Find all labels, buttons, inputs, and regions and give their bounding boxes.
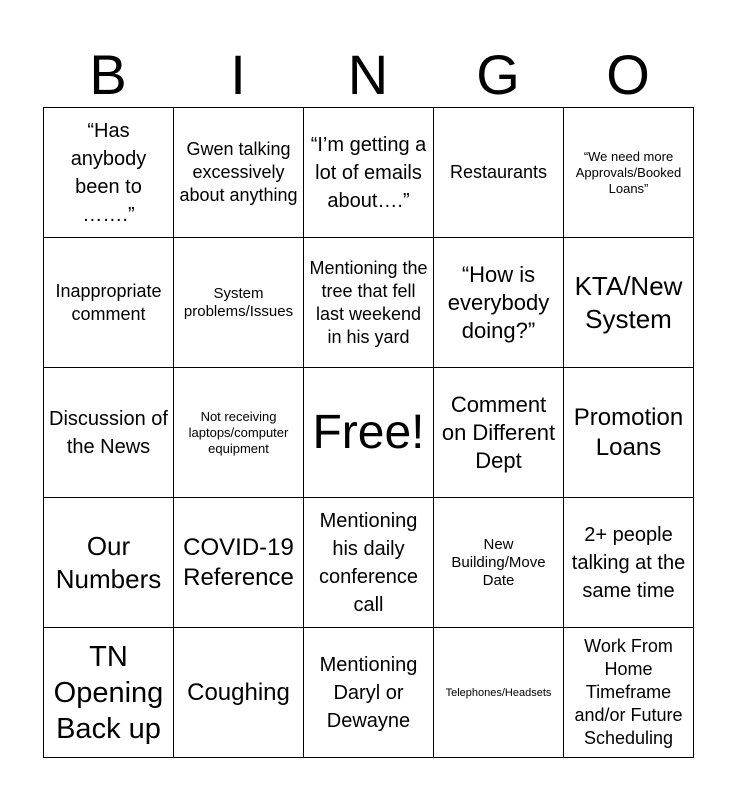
cell-text: Mentioning his daily conference call — [319, 509, 418, 616]
bingo-cell[interactable] — [434, 238, 564, 368]
board-row — [44, 498, 694, 628]
cell-text: Not receiving laptops/computer equipment — [188, 408, 289, 456]
bingo-cell[interactable] — [174, 628, 304, 758]
bingo-board — [43, 107, 694, 758]
bingo-cell[interactable] — [174, 498, 304, 628]
cell-text: System problems/Issues — [183, 284, 294, 320]
cell-text: Coughing — [187, 678, 290, 706]
header-letter-i: I — [230, 43, 246, 106]
header-letter-b: B — [89, 43, 127, 106]
bingo-cell[interactable] — [44, 108, 174, 238]
bingo-cell[interactable] — [174, 108, 304, 238]
bingo-cell[interactable] — [564, 628, 694, 758]
header-letter-g: G — [476, 43, 520, 106]
bingo-cell[interactable] — [44, 498, 174, 628]
cell-text: Mentioning the tree that fell last weekend in his yard — [309, 257, 428, 347]
bingo-cell[interactable] — [564, 238, 694, 368]
board-row — [44, 238, 694, 368]
board-row — [44, 628, 694, 758]
cell-text: Our Numbers — [55, 530, 162, 594]
cell-text: Work From Home Timeframe and/or Future Scheduling — [574, 636, 683, 748]
bingo-cell[interactable] — [564, 498, 694, 628]
cell-text: New Building/Move Date — [451, 535, 546, 589]
cell-text: Restaurants — [449, 162, 548, 182]
bingo-cell[interactable] — [44, 628, 174, 758]
free-cell[interactable] — [304, 368, 434, 498]
cell-text: Telephones/Headsets — [445, 686, 552, 699]
cell-text: Comment on Different Dept — [441, 391, 556, 473]
bingo-cell[interactable] — [564, 368, 694, 498]
header-letter-n: N — [347, 43, 389, 106]
bingo-cell[interactable] — [304, 498, 434, 628]
board-row — [44, 368, 694, 498]
bingo-cell[interactable] — [304, 238, 434, 368]
cell-text: COVID-19 Reference — [183, 533, 294, 591]
bingo-cell[interactable] — [304, 108, 434, 238]
bingo-header — [43, 42, 693, 108]
cell-text: “We need more Approvals/Booked Loans” — [575, 148, 682, 196]
bingo-cell[interactable] — [304, 628, 434, 758]
cell-text: Mentioning Daryl or Dewayne — [319, 653, 418, 732]
bingo-cell[interactable] — [44, 368, 174, 498]
cell-text: KTA/New System — [574, 270, 683, 334]
bingo-cell[interactable] — [174, 238, 304, 368]
cell-text: TN Opening Back up — [53, 640, 164, 745]
bingo-cell[interactable] — [564, 108, 694, 238]
cell-text: Discussion of the News — [49, 407, 168, 458]
bingo-cell[interactable] — [44, 238, 174, 368]
bingo-cell[interactable] — [434, 628, 564, 758]
bingo-cell[interactable] — [434, 108, 564, 238]
cell-text: “I’m getting a lot of emails about….” — [310, 133, 427, 212]
bingo-cell[interactable] — [434, 498, 564, 628]
free-cell-text: Free! — [312, 405, 425, 459]
bingo-cell[interactable] — [174, 368, 304, 498]
bingo-cell[interactable] — [434, 368, 564, 498]
cell-text: “How is everybody doing?” — [447, 261, 550, 343]
cell-text: Gwen talking excessively about anything — [179, 139, 298, 205]
board-row — [44, 108, 694, 238]
cell-text: Promotion Loans — [573, 403, 684, 461]
header-letter-o: O — [606, 43, 650, 106]
cell-text: 2+ people talking at the same time — [571, 523, 686, 602]
cell-text: Inappropriate comment — [55, 280, 162, 324]
cell-text: “Has anybody been to …….” — [70, 119, 147, 226]
